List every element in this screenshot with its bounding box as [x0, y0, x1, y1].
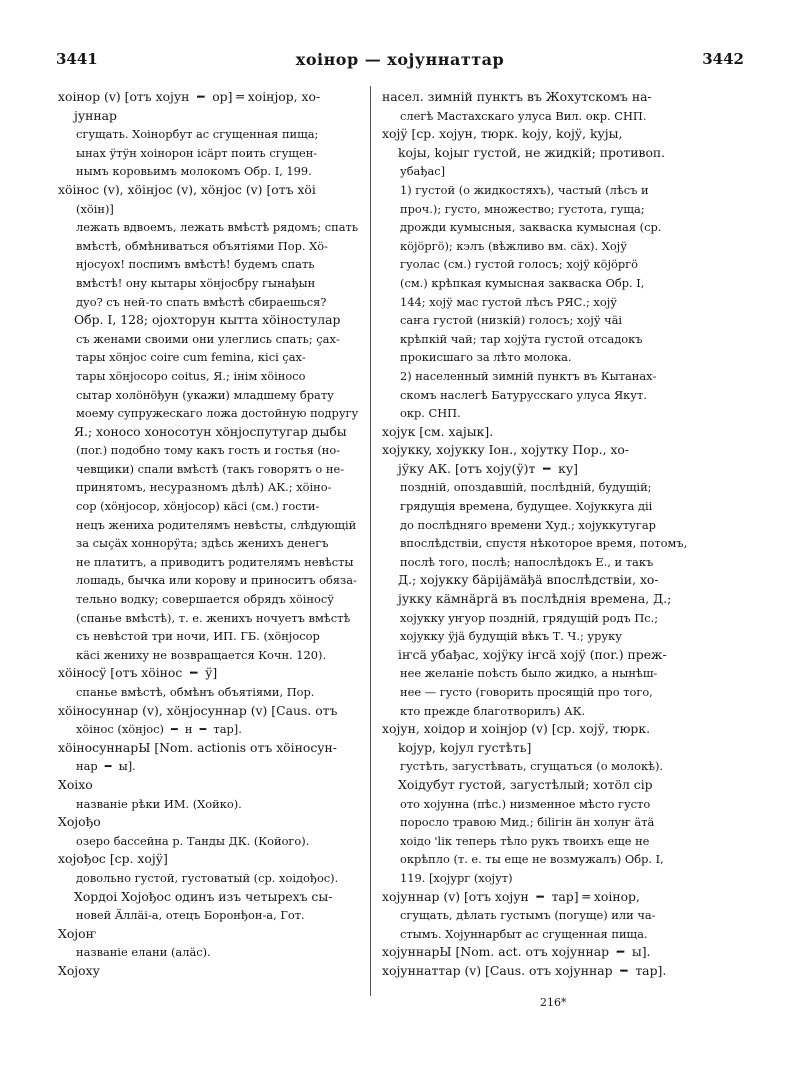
entry-line: (хöін)] [76, 201, 114, 216]
entry-line: сгущать, дѣлать густымъ (погуще) или ча- [400, 908, 656, 923]
entry-line: убађас] [400, 164, 446, 179]
entry-line: до послѣдняго времени Худ.; хојуккутугар [400, 517, 656, 532]
right-column [382, 88, 702, 981]
signature-mark: 216* [540, 996, 567, 1009]
entry-line: тары хöнјос coire cum femina, кісі ҫах- [76, 350, 306, 365]
entry-headline: хоінор (v) [отъ хојун ╺╸ ор] ═ хоінјор, хо- [58, 89, 321, 104]
entry-line: гуолас (см.) густой голосъ; хојӱ кöјöргö [400, 257, 638, 272]
entry-line: проч.); густо, множество; густота, гуща; [400, 201, 645, 216]
entry-line: дуо? съ ней-то спать вмѣстѣ сбираешься? [76, 294, 327, 309]
entry-line: лежать вдвоемъ, лежать вмѣстѣ рядомъ; спать [76, 220, 359, 235]
entry-line: вмѣстѣ, обмѣниваться объятіями Пор. Хö- [76, 238, 328, 253]
entry-line: іҥсä убађас, хојӱку іҥсä хојӱ (поr.) преж- [398, 646, 667, 662]
entry-line: кöјöргö); кэлъ (вѣжливо вм. сäх). Хојӱ [400, 238, 627, 253]
entry-line: Обр. I, 128; ојохторун кытта хöіностулар [74, 312, 341, 328]
entry-line: саҥа густой (низкій) голосъ; хојӱ чäі [400, 313, 623, 328]
entry-line: Хордоі Хојођос одинъ изъ четырехъ сы- [74, 888, 333, 904]
entry-line: ынах ӱтӱн хоінорон ісäрт поить сгущен- [76, 145, 318, 160]
dictionary-entry [58, 664, 388, 701]
dictionary-entry [382, 441, 702, 720]
dictionary-entry [58, 776, 388, 813]
entry-headline: хојођос [ср. хојӱ] [58, 851, 168, 867]
dictionary-entry [382, 423, 702, 442]
entry-line: слегѣ Мастахскаго улуса Вил. окр. СНП. [400, 108, 647, 123]
entry-headline: хöінос (v), хöінјос (v), хöнјос (v) [отъ хöі [58, 181, 316, 197]
entry-line: крѣпкій чай; тар хојӱта густой отсадокъ [400, 331, 643, 346]
dictionary-entry [382, 943, 702, 962]
entry-line: нецъ жениха родителямъ невѣсты, слѣдующій [76, 517, 357, 532]
entry-headline: хöіносуннарЫ [Nom. actionis отъ хöіносун- [58, 739, 337, 755]
dictionary-entry [58, 925, 388, 962]
entry-line: названіе елани (алäс). [76, 945, 211, 960]
entry-line: впослѣдствіи, спустя нѣкоторое время, потомъ, [400, 536, 688, 551]
entry-line: нјосуох! поспимъ вмѣстѣ! будемъ спать [76, 257, 315, 272]
page-header [56, 50, 744, 74]
dictionary-entry [382, 962, 702, 981]
entry-line: поздній, опоздавшій, послѣдній, будущій; [400, 480, 652, 495]
dictionary-entry [382, 125, 702, 423]
entry-line: сгущать. Хоінорбут ас сгущенная пища; [76, 127, 319, 142]
entry-line: вмѣстѣ! ону кытары хöнјосбру гынађын [76, 275, 316, 290]
entry-headline: хојӱ [ср. хојун, тюрк. kojу, kojӱ, kујы, [382, 126, 623, 142]
column-divider [370, 86, 371, 996]
entry-headline: хојуннар (v) [отъ хојун ╺╸ тар] ═ хоінор, [382, 888, 640, 904]
entry-line: (спанье вмѣстѣ), т. е. женихъ ночуетъ вмѣстѣ [76, 610, 351, 625]
entry-line: 119. [хојург (хојут) [400, 870, 513, 885]
entry-headline: хојуккy, хојукку Іон., хојутку Пор., хо- [382, 442, 630, 458]
dictionary-entry [58, 739, 388, 776]
left-column [58, 88, 388, 981]
entry-line: озеро бассейна р. Танды ДК. (Койого). [76, 833, 310, 848]
entry-line: кто прежде благотворилъ) АК. [400, 703, 586, 718]
entry-line: Д.; хојукку бäріјäмäђä впослѣдствіи, хо- [398, 572, 659, 588]
entry-line: јукку кäмнäргä въ послѣднія времена, Д.; [398, 591, 672, 607]
entry-line: дрожди кумысныя, закваска кумысная (ср. [400, 220, 662, 235]
entry-line: съ невѣстой три ночи, ИП. ГБ. (хöнјосор [76, 629, 320, 644]
page-number-right: 3442 [702, 50, 744, 68]
entry-line: послѣ того, послѣ; напослѣдокъ Е., и такъ [400, 554, 654, 569]
entry-line: новей Äллäі-а, отецъ Боронђон-а, Гот. [76, 908, 305, 923]
entry-line: тельно водку; совершается обрядъ хöіносӱ [76, 592, 334, 607]
entry-line: kојур, kојул густѣть] [398, 739, 532, 755]
entry-line: чевщики) спали вмѣстѣ (такъ говорятъ о не- [76, 461, 345, 476]
entry-line: кäсі жениху не возвращается Кочн. 120). [76, 647, 327, 662]
entry-line: не платитъ, а приводитъ родителямъ невѣсты [76, 554, 354, 569]
entry-line: спанье вмѣстѣ, обмѣнъ объятіями, Пор. [76, 685, 315, 699]
entry-line: лошадь, бычка или корову и приноситъ обяза- [76, 573, 357, 588]
dictionary-entry [58, 702, 388, 739]
entry-headline: хöіносӱ [отъ хöінос ╺╸ ӱ] [58, 665, 218, 681]
entry-line: хојукку ӱјä будущій вѣкъ Т. Ч.; уруку [400, 629, 622, 644]
entry-line: окр. СНП. [400, 406, 461, 421]
running-title: хоінор — хојуннаттар [295, 50, 505, 69]
dictionary-entry [58, 181, 388, 664]
entry-line: принятомъ, несуразномъ дѣлѣ) АК.; хöіно- [76, 480, 332, 495]
entry-headline: хöіносуннар (v), хöнјосуннар (v) [Caus. отъ [58, 702, 338, 718]
entry-line: ото хојунна (пѣс.) низменное мѣсто густо [400, 796, 651, 811]
entry-line: скомъ наслегѣ Батурусскаго улуса Якут. [400, 387, 647, 402]
entry-line: довольно густой, густоватый (ср. хоідођос). [76, 870, 339, 885]
entry-line: съ женами своими они улеглись спать; ҫах- [76, 331, 340, 346]
entry-line: нымъ коровьимъ молокомъ Обр. I, 199. [76, 164, 312, 179]
entry-line: 144; хојӱ мас густой лѣсъ РЯС.; хојӱ [400, 294, 617, 309]
page-number-left: 3441 [56, 50, 98, 68]
dictionary-entry [58, 813, 388, 850]
entry-line: моему супружескаго ложа достойную подругу [76, 406, 359, 421]
entry-line: нее желаніе поѣсть было жидко, а нынѣш- [400, 666, 658, 681]
entry-line: Я.; хоносо хоносотун хöнјоспутугар дыбы [74, 423, 347, 439]
entry-line: окрѣпло (т. е. ты еще не возмужалъ) Обр. I, [400, 852, 664, 867]
entry-headline: хојуннаттар (v) [Caus. отъ хојуннар ╺╸ тар]. [382, 962, 667, 978]
entry-line: названіе рѣки ИМ. (Хойко). [76, 796, 242, 811]
dictionary-entry [58, 850, 388, 924]
entry-line: прокисшаго за лѣто молока. [400, 350, 572, 365]
entry-headline: хојун, хоідор и хоінјор (v) [ср. хојӱ, тюрк. [382, 721, 651, 737]
entry-line: нар ╺╸ ы]. [76, 759, 136, 774]
entry-line: поросло травою Мид.; біlігін äн холуҥ äтä [400, 815, 655, 830]
dictionary-entry [58, 88, 388, 181]
entry-line: грядущія времена, будущее. Хојуккуга діі [400, 499, 653, 514]
dictionary-entry [58, 962, 388, 981]
entry-line: 2) населенный зимній пунктъ въ Кытанах- [400, 368, 657, 383]
entry-line: јуннар [74, 107, 117, 123]
entry-line: хојукку уҥуор поздній, грядущій родъ Пс.; [400, 610, 659, 625]
entry-headline: насел. зимній пунктъ въ Жохутскомъ на- [382, 89, 652, 104]
dictionary-entry [382, 88, 702, 125]
entry-line: густѣть, загустѣвать, сгущаться (о молокѣ). [400, 759, 664, 774]
entry-line: за сыҫäх хоннорӱта; здѣсь женихъ денегъ [76, 536, 329, 551]
entry-line: хоідо 'lік теперь тѣло рукъ твоихъ еще не [400, 833, 650, 848]
entry-headline: хојуннарЫ [Nom. act. отъ хојуннар ╺╸ ы]. [382, 944, 651, 960]
entry-line: сор (хöнјосор, хöнјосор) кäсі (см.) гости- [76, 499, 320, 514]
entry-line: (поr.) подобно тому какъ гость и гостья (но- [76, 443, 341, 458]
entry-headline: хојук [см. хајык]. [382, 423, 494, 439]
dictionary-entry [382, 720, 702, 887]
entry-line: нее — густо (говорить просящій про того, [400, 685, 653, 699]
entry-headline: Хојоху [58, 962, 100, 978]
entry-headline: Хоіхо [58, 776, 93, 792]
entry-line: Хоідубут густой, загустѣлый; хотöл сір [398, 776, 653, 792]
entry-line: хöінос (хöнјос) ╺╸ н ╺╸ тар]. [76, 722, 242, 737]
entry-line: стымъ. Хојуннарбыт ас сгущенная пища. [400, 926, 648, 941]
entry-line: kојы, kојыг густой, не жидкій; противоп. [398, 144, 666, 160]
entry-line: (см.) крѣпкая кумысная закваска Обр. I, [400, 275, 645, 290]
entry-headline: Хојођо [58, 814, 101, 830]
entry-line: 1) густой (о жидкостяхъ), частый (лѣсъ и [400, 182, 649, 197]
entry-line: тары хöнјосоро coitus, Я.; інім хöіносо [76, 368, 306, 383]
entry-headline: Хојоҥ [58, 925, 97, 941]
entry-line: јӱку АК. [отъ хоју(ӱ)т ╺╸ ку] [398, 460, 578, 476]
entry-line: сытар холöнöђун (укажи) младшему брату [76, 387, 334, 402]
dictionary-entry [382, 888, 702, 944]
